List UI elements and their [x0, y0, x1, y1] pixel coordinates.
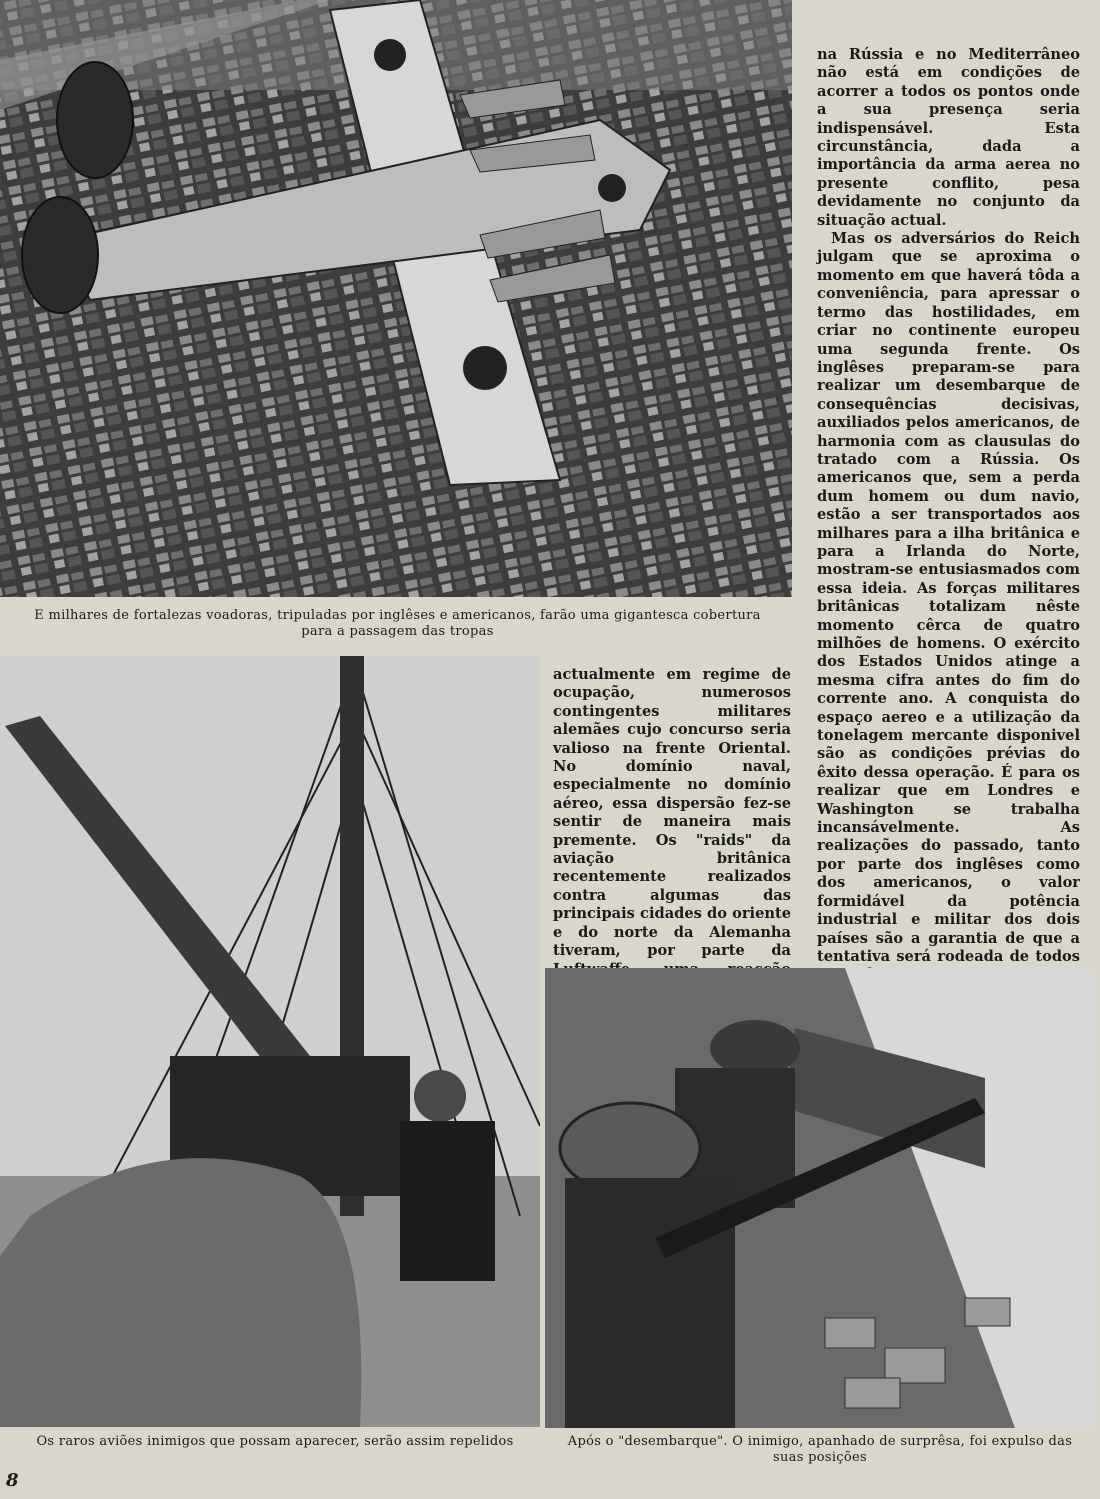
antiaircraft-gun-illustration — [0, 656, 540, 1427]
bomber-caption: E milhares de fortalezas voadoras, tripuladas por inglêses e americanos, farão uma gigantesca cobertura para a passagem das tropas — [34, 608, 761, 639]
antiaircraft-gun-caption: Os raros aviões inimigos que possam aparecer, serão assim repelidos — [36, 1434, 514, 1449]
bomber-photo — [0, 0, 792, 597]
soldiers-illustration — [545, 968, 1095, 1428]
antiaircraft-gun-photo — [0, 656, 540, 1427]
right-column-text — [817, 46, 1080, 1003]
right-column-paragraph-2: Mas os adversários do Reich julgam que se aproxima o momento em que haverá tôda a conveniência, para apressar o termo das hostilidades, em criar no continente europeu uma segunda frente. Os inglêses preparam-se para realizar um desembarque de consequências decisivas, auxiliados pelos americanos, de harmonia com as clausulas do tratado com a Rússia. Os americanos que, sem a perda dum homem ou dum navio, estão a ser transportados aos milhares para a ilha britânica e para a Irlanda do Norte, mostram-se entusiasmados com essa ideia. As forças militares britânicas totalizam nêste momento cêrca de quatro milhões de homens. O exército dos Estados Unidos atinge a mesma cifra antes do fim do corrente ano. A conquista do espaço aereo e a utilização da tonelagem mercante disponivel são as condições prévias do êxito dessa operação. É para os realizar que em Londres e Washington se trabalha incansávelmente. As realizações do passado, tanto por parte dos inglêses como dos americanos, o valor formidável da potência industrial e militar dos dois países são a garantia de que a tentativa será rodeada de todos — [817, 230, 1080, 965]
bomber-illustration — [0, 0, 792, 597]
page-number: 8 — [6, 1470, 19, 1491]
right-column-paragraph-1: na Rússia e no Mediterrâneo não está em condições de acorrer a todos os pontos onde a sua presença seria indispensável. Esta circunstância, dada a importância da arma aerea no presente conflito, pesa devidamente no conjunto da situação actual. — [817, 46, 1080, 229]
soldiers-photo — [545, 968, 1095, 1428]
middle-column-paragraph: actualmente em regime de ocupação, numerosos contingentes militares alemães cujo concurso seria valioso na frente Oriental. No domínio naval, especialmente no domínio aéreo, essa dispersão fez-se sentir de maneira mais premente. Os "raids" da aviação britânica recentemente realizados contra algumas das principais cidades do oriente e do norte da Alemanha tiveram, por parte da — [553, 666, 791, 960]
soldiers-caption: Após o "desembarque". O inimigo, apanhado de surprêsa, foi expulso das suas posições — [567, 1434, 1073, 1465]
